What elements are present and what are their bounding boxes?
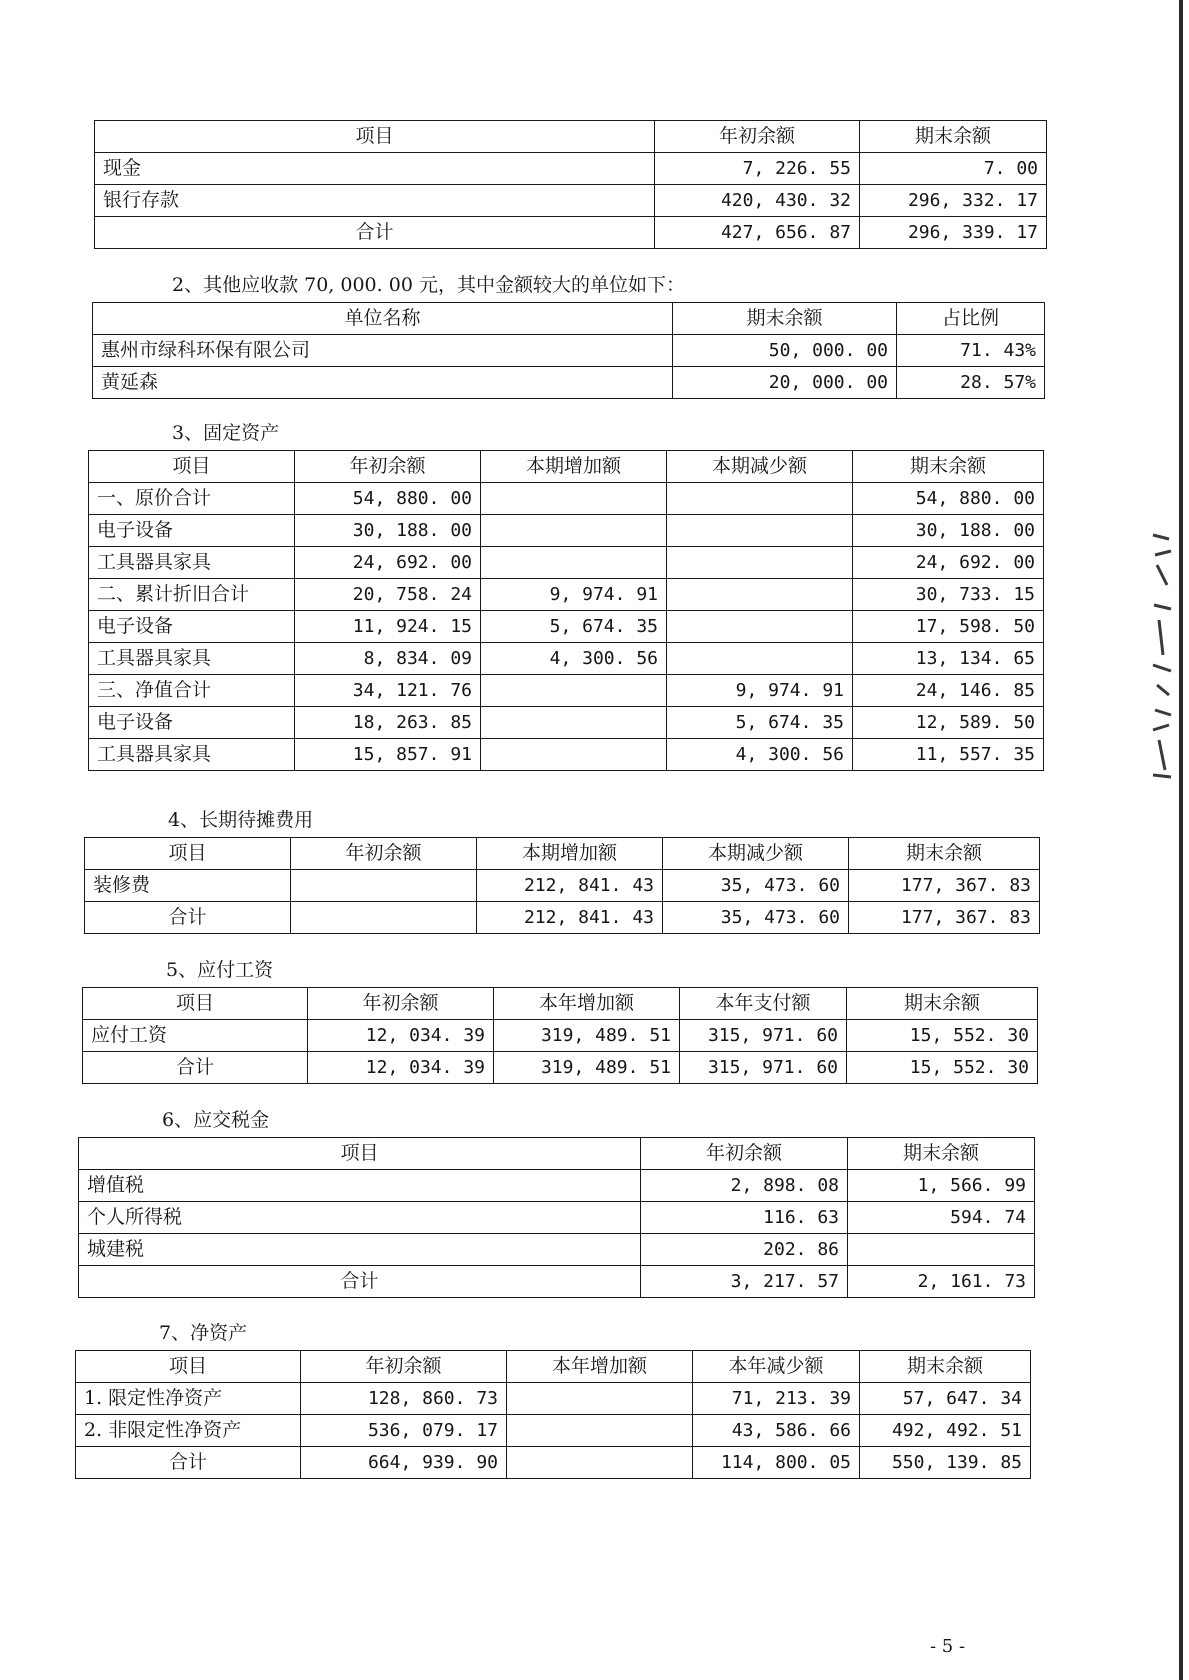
cell-value: 71, 213. 39 [693,1383,860,1415]
cell-value [507,1415,693,1447]
table-row [79,1170,1035,1202]
table-header-row [89,451,1044,483]
column-header: 占比例 [897,303,1045,335]
table-row [89,643,1044,675]
cell-value: 24, 692. 00 [853,547,1044,579]
page-number: - 5 - [930,1636,966,1657]
column-header: 年初余额 [291,838,477,870]
row-label: 城建税 [79,1234,641,1266]
cell-value: 4, 300. 56 [667,739,853,771]
table-header-row [95,121,1047,153]
section-caption: 6、应交税金 [162,1109,270,1131]
cell-value: 177, 367. 83 [849,902,1040,934]
row-label: 二、累计折旧合计 [89,579,295,611]
cell-value [481,547,667,579]
cell-value: 35, 473. 60 [663,902,849,934]
table-row [76,1415,1031,1447]
table-row [89,483,1044,515]
column-header: 本期减少额 [663,838,849,870]
column-header: 期末余额 [847,988,1038,1020]
cell-value [667,579,853,611]
cell-value: 9, 974. 91 [667,675,853,707]
column-header: 项目 [83,988,308,1020]
table-row [95,185,1047,217]
table-row [89,707,1044,739]
column-header: 期末余额 [860,121,1047,153]
cell-value: 35, 473. 60 [663,870,849,902]
column-header: 本期减少额 [667,451,853,483]
row-label: 增值税 [79,1170,641,1202]
cell-value: 30, 188. 00 [853,515,1044,547]
cell-value: 2, 898. 08 [641,1170,848,1202]
column-header: 年初余额 [308,988,494,1020]
cell-value: 5, 674. 35 [667,707,853,739]
table-total-row [85,902,1040,934]
column-header: 单位名称 [93,303,673,335]
cell-value: 212, 841. 43 [477,870,663,902]
table-row [95,153,1047,185]
cell-value: 30, 733. 15 [853,579,1044,611]
row-label: 银行存款 [95,185,655,217]
cell-value: 3, 217. 57 [641,1266,848,1298]
cell-value: 202. 86 [641,1234,848,1266]
cell-value [481,675,667,707]
cell-value: 24, 692. 00 [295,547,481,579]
column-header: 本期增加额 [477,838,663,870]
cell-value: 8, 834. 09 [295,643,481,675]
cell-value [481,739,667,771]
cell-value: 12, 034. 39 [308,1020,494,1052]
row-label: 惠州市绿科环保有限公司 [93,335,673,367]
column-header: 本年支付额 [680,988,847,1020]
table-row [93,367,1045,399]
cell-value [667,483,853,515]
table-row [76,1383,1031,1415]
column-header: 本年增加额 [494,988,680,1020]
cell-value [848,1234,1035,1266]
cell-value [667,515,853,547]
cell-value: 9, 974. 91 [481,579,667,611]
row-label: 电子设备 [89,515,295,547]
net-assets-section [75,1320,1030,1479]
fixed-assets-section [88,420,1043,771]
table-header-row [76,1351,1031,1383]
column-header: 期末余额 [860,1351,1031,1383]
cell-value: 20, 758. 24 [295,579,481,611]
table-header-row [79,1138,1035,1170]
cell-value: 116. 63 [641,1202,848,1234]
column-header: 年初余额 [655,121,860,153]
row-label: 现金 [95,153,655,185]
cell-value: 594. 74 [848,1202,1035,1234]
scan-edge-line [1179,0,1183,1680]
table-row [93,335,1045,367]
table-total-row [76,1447,1031,1479]
column-header: 期末余额 [853,451,1044,483]
row-label: 黄延森 [93,367,673,399]
row-label: 合计 [83,1052,308,1084]
cell-value: 11, 924. 15 [295,611,481,643]
cell-value [481,707,667,739]
cell-value: 319, 489. 51 [494,1052,680,1084]
cell-value: 24, 146. 85 [853,675,1044,707]
cell-value: 536, 079. 17 [301,1415,507,1447]
table-row [79,1202,1035,1234]
row-label: 一、原价合计 [89,483,295,515]
net-assets-table [75,1350,1031,1479]
table-row [79,1234,1035,1266]
cell-value: 17, 598. 50 [853,611,1044,643]
cell-value: 15, 552. 30 [847,1052,1038,1084]
table-header-row [93,303,1045,335]
cell-value: 43, 586. 66 [693,1415,860,1447]
column-header: 期末余额 [673,303,897,335]
row-label: 2. 非限定性净资产 [76,1415,301,1447]
cell-value: 2, 161. 73 [848,1266,1035,1298]
cell-value: 28. 57% [897,367,1045,399]
table-row [89,547,1044,579]
long-term-prepaid-table [84,837,1040,934]
table-total-row [95,217,1047,249]
cell-value: 420, 430. 32 [655,185,860,217]
column-header: 项目 [95,121,655,153]
row-label: 电子设备 [89,611,295,643]
cell-value: 7. 00 [860,153,1047,185]
row-label: 工具器具家具 [89,739,295,771]
cell-value [291,902,477,934]
long-term-prepaid-section [84,807,1039,934]
table-row [89,611,1044,643]
section-caption: 4、长期待摊费用 [168,809,314,831]
table-total-row [83,1052,1038,1084]
cell-value [507,1447,693,1479]
cell-value: 315, 971. 60 [680,1052,847,1084]
column-header: 项目 [76,1351,301,1383]
column-header: 期末余额 [849,838,1040,870]
cell-value: 7, 226. 55 [655,153,860,185]
column-header: 项目 [89,451,295,483]
cell-value: 15, 857. 91 [295,739,481,771]
seal-stamp-fragment [1149,525,1175,785]
cell-value: 492, 492. 51 [860,1415,1031,1447]
cell-value [667,643,853,675]
row-label: 个人所得税 [79,1202,641,1234]
cell-value: 18, 263. 85 [295,707,481,739]
cell-value: 50, 000. 00 [673,335,897,367]
table-total-row [79,1266,1035,1298]
column-header: 项目 [79,1138,641,1170]
row-label: 电子设备 [89,707,295,739]
cell-value: 15, 552. 30 [847,1020,1038,1052]
cash-table-section [94,120,1046,249]
other-receivables-table [92,302,1045,399]
section-caption: 2、其他应收款 70, 000. 00 元，其中金额较大的单位如下： [172,274,685,296]
fixed-assets-table [88,450,1044,771]
cell-value: 114, 800. 05 [693,1447,860,1479]
row-label: 三、净值合计 [89,675,295,707]
cell-value: 212, 841. 43 [477,902,663,934]
wages-payable-section [82,957,1037,1084]
column-header: 本年增加额 [507,1351,693,1383]
cell-value: 20, 000. 00 [673,367,897,399]
cell-value: 12, 589. 50 [853,707,1044,739]
cell-value: 71. 43% [897,335,1045,367]
taxes-payable-section [78,1107,1034,1298]
other-receivables-section [92,272,1044,399]
cell-value: 11, 557. 35 [853,739,1044,771]
row-label: 合计 [79,1266,641,1298]
cell-value: 1, 566. 99 [848,1170,1035,1202]
cell-value: 13, 134. 65 [853,643,1044,675]
table-header-row [83,988,1038,1020]
table-row [85,870,1040,902]
cell-value: 57, 647. 34 [860,1383,1031,1415]
cell-value: 177, 367. 83 [849,870,1040,902]
cell-value [481,483,667,515]
row-label: 合计 [95,217,655,249]
cell-value: 34, 121. 76 [295,675,481,707]
table-header-row [85,838,1040,870]
taxes-payable-table [78,1137,1035,1298]
table-row [89,515,1044,547]
cell-value: 319, 489. 51 [494,1020,680,1052]
section-caption: 7、净资产 [159,1322,248,1344]
row-label: 装修费 [85,870,291,902]
table-row [89,579,1044,611]
section-caption: 5、应付工资 [166,959,274,981]
cell-value: 315, 971. 60 [680,1020,847,1052]
wages-payable-table [82,987,1038,1084]
column-header: 期末余额 [848,1138,1035,1170]
cell-value: 4, 300. 56 [481,643,667,675]
cell-value: 550, 139. 85 [860,1447,1031,1479]
cell-value: 54, 880. 00 [853,483,1044,515]
cell-value: 296, 339. 17 [860,217,1047,249]
table-row [83,1020,1038,1052]
cell-value: 664, 939. 90 [301,1447,507,1479]
table-row [89,675,1044,707]
row-label: 合计 [76,1447,301,1479]
row-label: 合计 [85,902,291,934]
column-header: 年初余额 [295,451,481,483]
cell-value: 30, 188. 00 [295,515,481,547]
cell-value: 5, 674. 35 [481,611,667,643]
cell-value: 128, 860. 73 [301,1383,507,1415]
column-header: 项目 [85,838,291,870]
row-label: 应付工资 [83,1020,308,1052]
column-header: 本年减少额 [693,1351,860,1383]
cell-value [481,515,667,547]
section-caption: 3、固定资产 [172,422,280,444]
cash-table [94,120,1047,249]
cell-value [507,1383,693,1415]
cell-value: 427, 656. 87 [655,217,860,249]
row-label: 工具器具家具 [89,547,295,579]
table-row [89,739,1044,771]
column-header: 年初余额 [301,1351,507,1383]
column-header: 本期增加额 [481,451,667,483]
column-header: 年初余额 [641,1138,848,1170]
row-label: 1. 限定性净资产 [76,1383,301,1415]
cell-value [291,870,477,902]
cell-value: 54, 880. 00 [295,483,481,515]
cell-value [667,547,853,579]
cell-value [667,611,853,643]
cell-value: 12, 034. 39 [308,1052,494,1084]
cell-value: 296, 332. 17 [860,185,1047,217]
row-label: 工具器具家具 [89,643,295,675]
